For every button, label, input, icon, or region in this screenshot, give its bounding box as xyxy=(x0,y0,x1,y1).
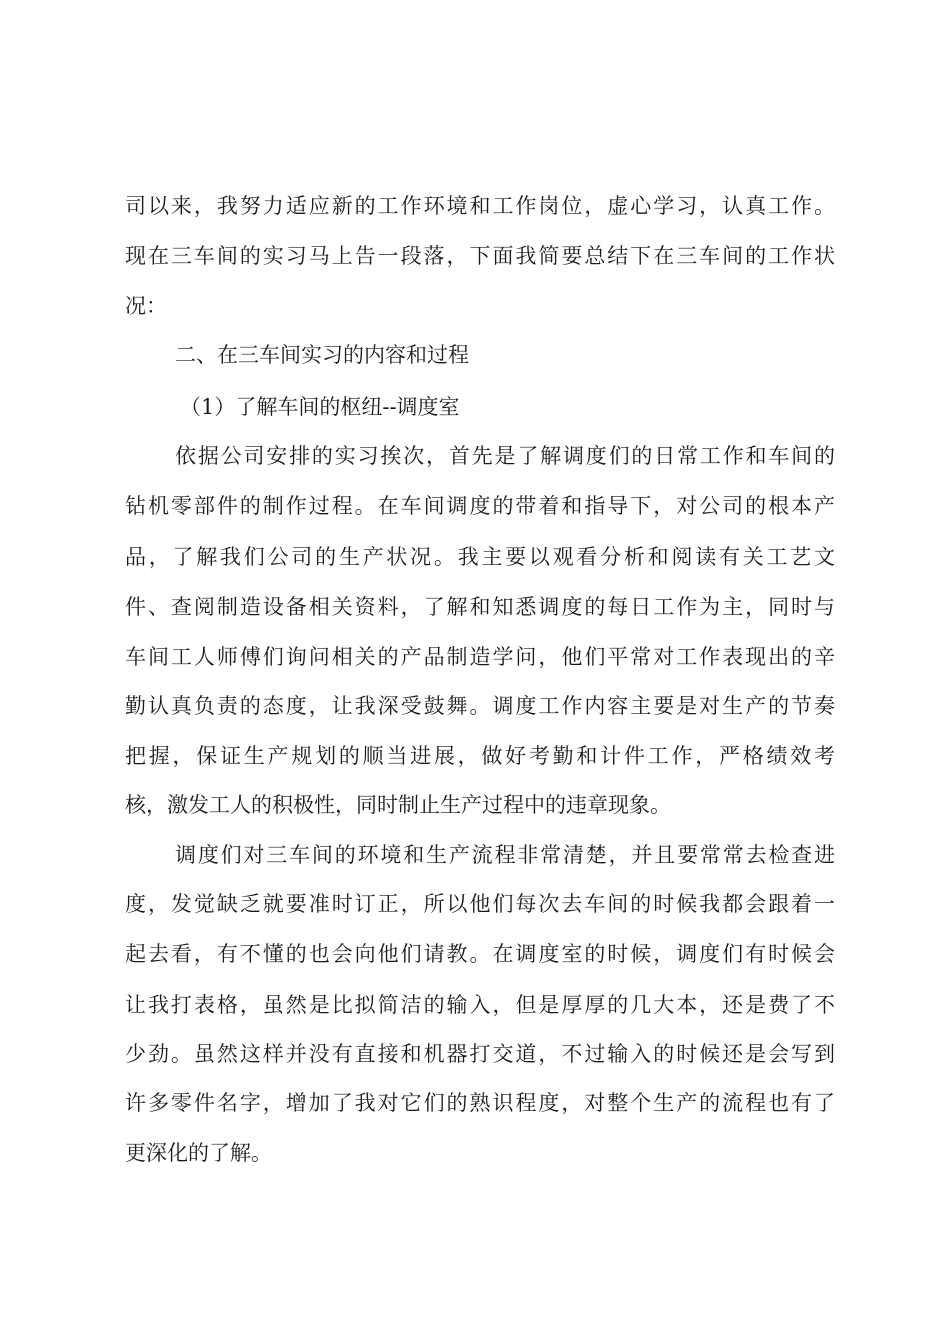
paragraph1-line-4: 件、查阅制造设备相关资料，了解和知悉调度的每日工作为主，同时与 xyxy=(125,595,835,619)
paragraph1-line-6: 勤认真负责的态度，让我深受鼓舞。调度工作内容主要是对生产的节奏 xyxy=(125,694,835,718)
subheading: （1）了解车间的枢纽--调度室 xyxy=(180,395,460,419)
paragraph2-line-2: 度，发觉缺乏就要准时订正，所以他们每次去车间的时候我都会跟着一 xyxy=(125,892,835,916)
paragraph1-line-8: 核，激发工人的积极性，同时制止生产过程中的违章现象。 xyxy=(125,793,671,817)
paragraph2-line-4: 让我打表格，虽然是比拟简洁的输入，但是厚厚的几大本，还是费了不 xyxy=(125,993,835,1017)
intro-line-3: 况： xyxy=(125,294,167,318)
paragraph2-line-3: 起去看，有不懂的也会向他们请教。在调度室的时候，调度们有时候会 xyxy=(125,942,835,966)
paragraph2-line-1: 调度们对三车间的环境和生产流程非常清楚，并且要常常去检查进 xyxy=(175,843,835,867)
intro-line-2: 现在三车间的实习马上告一段落，下面我简要总结下在三车间的工作状 xyxy=(125,244,835,268)
paragraph1-line-2: 钻机零部件的制作过程。在车间调度的带着和指导下，对公司的根本产 xyxy=(125,494,835,518)
paragraph1-line-5: 车间工人师傅们询问相关的产品制造学问，他们平常对工作表现出的辛 xyxy=(125,645,835,669)
paragraph1-line-7: 把握，保证生产规划的顺当进展，做好考勤和计件工作，严格绩效考 xyxy=(125,744,835,768)
paragraph1-line-3: 品，了解我们公司的生产状况。我主要以观看分析和阅读有关工艺文 xyxy=(125,545,835,569)
paragraph2-line-7: 更深化的了解。 xyxy=(125,1141,272,1165)
paragraph2-line-6: 许多零件名字，增加了我对它们的熟识程度，对整个生产的流程也有了 xyxy=(125,1091,835,1115)
paragraph1-line-1: 依据公司安排的实习挨次，首先是了解调度们的日常工作和车间的 xyxy=(175,444,835,468)
paragraph2-line-5: 少劲。虽然这样并没有直接和机器打交道，不过输入的时候还是会写到 xyxy=(125,1042,835,1066)
intro-line-1: 司以来，我努力适应新的工作环境和工作岗位，虚心学习，认真工作。 xyxy=(125,194,835,218)
section-heading: 二、在三车间实习的内容和过程 xyxy=(175,343,469,367)
